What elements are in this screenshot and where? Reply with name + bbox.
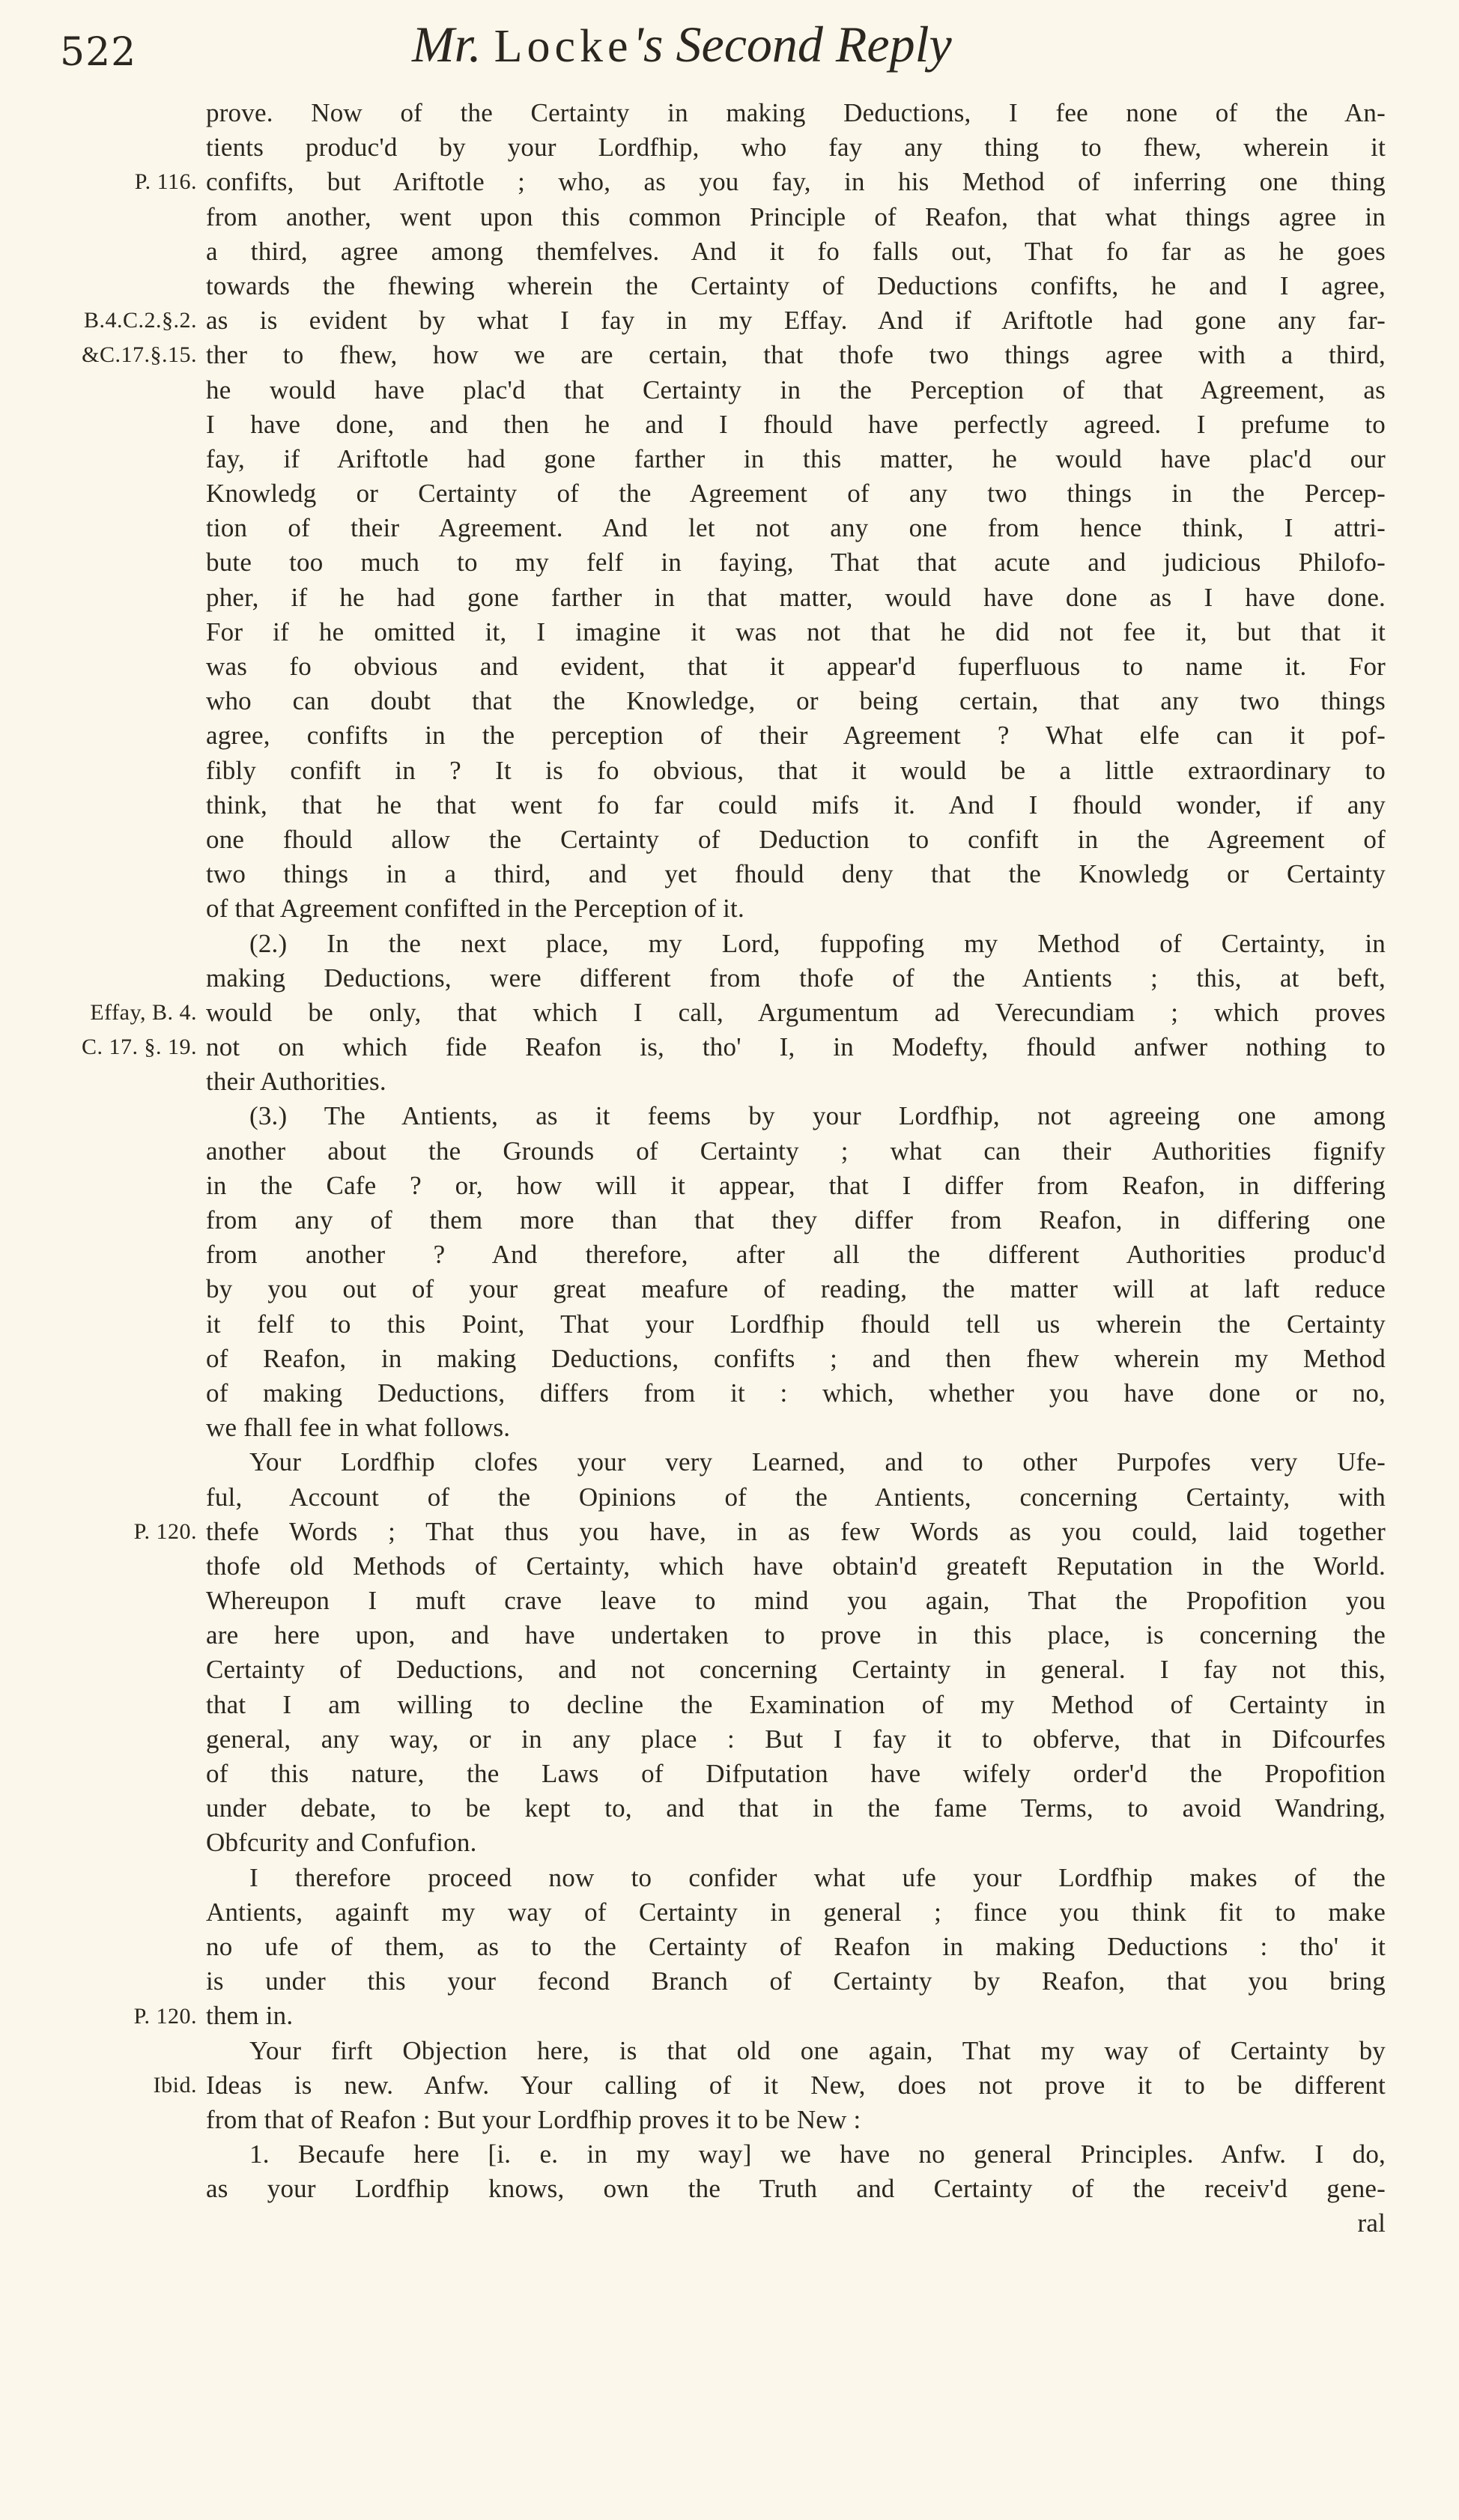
text-line: Ideas is new. Anfw. Your calling of it New, does not prove it to be different [206,2070,1386,2100]
text-line: a third, agree among themfelves. And it fo falls out, That fo far as he goes [206,236,1386,266]
text-line: agree, confifts in the perception of their Agreement ? What elfe can it pof- [206,721,1386,751]
text-line: bute too much to my felf in faying, That that acute and judicious Philofo- [206,548,1386,578]
text-line: another about the Grounds of Certainty ; what can their Authorities fignify [206,1136,1386,1166]
text-line: think, that he that went fo far could mifs it. And I fhould wonder, if any [206,790,1386,820]
margin-note: &C.17.§.15. [82,342,197,368]
text-line: he would have plac'd that Certainty in the Perception of that Agreement, as [206,375,1386,405]
text-line: would be only, that which I call, Argumentum ad Verecundiam ; which proves [206,997,1386,1027]
text-line: who can doubt that the Knowledge, or being certain, that any two things [206,686,1386,716]
running-head-smallcaps: Locke [494,21,633,72]
text-line: not on which fide Reafon is, tho' I, in Modefty, fhould anfwer nothing to [206,1032,1386,1062]
text-line: Your Lordfhip clofes your very Learned, and to other Purpofes very Ufe- [249,1447,1386,1477]
text-line: Knowledg or Certainty of the Agreement of any two things in the Percep- [206,479,1386,509]
margin-note: C. 17. §. 19. [81,1035,197,1060]
text-line: ful, Account of the Opinions of the Antients, concerning Certainty, with [206,1482,1386,1512]
text-line: fibly confift in ? It is fo obvious, that it would be a little extraordinary to [206,755,1386,785]
text-line: as is evident by what I fay in my Effay. And if Ariftotle had gone any far- [206,306,1386,336]
text-line: I therefore proceed now to confider what ufe your Lordfhip makes of the [249,1862,1386,1892]
text-line: For if he omitted it, I imagine it was not that he did not fee it, but that it [206,617,1386,646]
text-line: thofe old Methods of Certainty, which have obtain'd greateft Reputation in the World. [206,1551,1386,1581]
text-line: from another, went upon this common Principle of Reafon, that what things agree in [206,202,1386,231]
text-line: Obfcurity and Confufion. [206,1828,477,1858]
text-line: are here upon, and have undertaken to prove in this place, is concerning the [206,1620,1386,1650]
margin-note: B.4.C.2.§.2. [83,308,197,333]
text-line: ther to fhew, how we are certain, that thofe two things agree with a third, [206,340,1386,370]
text-line: that I am willing to decline the Examination of my Method of Certainty in [206,1689,1386,1719]
text-line: them in. [206,2001,294,2031]
text-line: of this nature, the Laws of Difputation have wifely order'd the Propofition [206,1759,1386,1788]
text-line: of Reafon, in making Deductions, confifts ; and then fhew wherein my Method [206,1343,1386,1373]
text-line: from another ? And therefore, after all the different Authorities produc'd [206,1240,1386,1270]
text-line: thefe Words ; That thus you have, in as few Words as you could, laid together [206,1516,1386,1546]
text-line: from any of them more than that they differ from Reafon, in differing one [206,1205,1386,1235]
text-line: general, any way, or in any place : But I fay it to obferve, that in Difcourfes [206,1724,1386,1754]
running-head [412,15,952,74]
text-line: tion of their Agreement. And let not any one from hence think, I attri- [206,513,1386,543]
margin-note: Effay, B. 4. [90,1000,197,1026]
body-text [206,96,1386,2241]
text-line: of making Deductions, differs from it : which, whether you have done or no, [206,1378,1386,1408]
text-line: 1. Becaufe here [i. e. in my way] we have no general Principles. Anfw. I do, [249,2139,1386,2169]
text-line: of that Agreement confifted in the Perception of it. [206,894,744,924]
text-line: under debate, to be kept to, and that in the fame Terms, to avoid Wandring, [206,1793,1386,1823]
text-line: as your Lordfhip knows, own the Truth and Certainty of the receiv'd gene- [206,2174,1386,2204]
text-line: (2.) In the next place, my Lord, fuppofing my Method of Certainty, in [249,928,1386,958]
text-line: (3.) The Antients, as it feems by your Lordfhip, not agreeing one among [249,1101,1386,1131]
text-line: towards the fhewing wherein the Certainty of Deductions confifts, he and I agree, [206,270,1386,300]
text-line: in the Cafe ? or, how will it appear, that I differ from Reafon, in differing [206,1170,1386,1200]
page-header [60,15,1408,86]
text-line: tients produc'd by your Lordfhip, who fay any thing to fhew, wherein it [206,133,1386,163]
text-line: I have done, and then he and I fhould have perfectly agreed. I prefume to [206,409,1386,439]
text-line: confifts, but Ariftotle ; who, as you fay, in his Method of inferring one thing [206,167,1386,197]
text-line: two things in a third, and yet fhould deny that the Knowledg or Certainty [206,859,1386,889]
text-line: Certainty of Deductions, and not concerning Certainty in general. I fay not this, [206,1655,1386,1685]
text-line: from that of Reafon : But your Lordfhip proves it to be New : [206,2104,861,2134]
text-line: Your firft Objection here, is that old one again, That my way of Certainty by [249,2035,1386,2065]
text-line: one fhould allow the Certainty of Deduction to confift in the Agreement of [206,824,1386,854]
text-line: Antients, againft my way of Certainty in general ; fince you think fit to make [206,1897,1386,1927]
text-line: was fo obvious and evident, that it appear'd fuperfluous to name it. For [206,652,1386,681]
text-line: fay, if Ariftotle had gone farther in this matter, he would have plac'd our [206,443,1386,473]
text-line: pher, if he had gone farther in that matter, would have done as I have done. [206,582,1386,612]
running-head-suffix: 's Second Reply [632,16,952,73]
text-line: their Authorities. [206,1067,386,1097]
text-line: prove. Now of the Certainty in making Deductions, I fee none of the An- [206,98,1386,127]
text-line: no ufe of them, as to the Certainty of Reafon in making Deductions : tho' it [206,1931,1386,1961]
margin-note: P. 120. [133,2004,197,2029]
text-line: we fhall fee in what follows. [206,1413,511,1443]
text-line: by you out of your great meafure of reading, the matter will at laft reduce [206,1274,1386,1304]
text-line: ral [1357,2208,1386,2238]
page-number: 522 [60,30,137,75]
text-line: it felf to this Point, That your Lordfhip fhould tell us wherein the Certainty [206,1309,1386,1339]
margin-note: P. 116. [134,169,197,195]
text-line: is under this your fecond Branch of Certainty by Reafon, that you bring [206,1966,1386,1996]
text-line: Whereupon I muft crave leave to mind you again, That the Propofition you [206,1586,1386,1616]
running-head-prefix: Mr. [412,16,494,73]
margin-note: P. 120. [133,1519,197,1545]
text-line: making Deductions, were different from thofe of the Antients ; this, at beft, [206,963,1386,993]
margin-note: Ibid. [153,2073,197,2098]
